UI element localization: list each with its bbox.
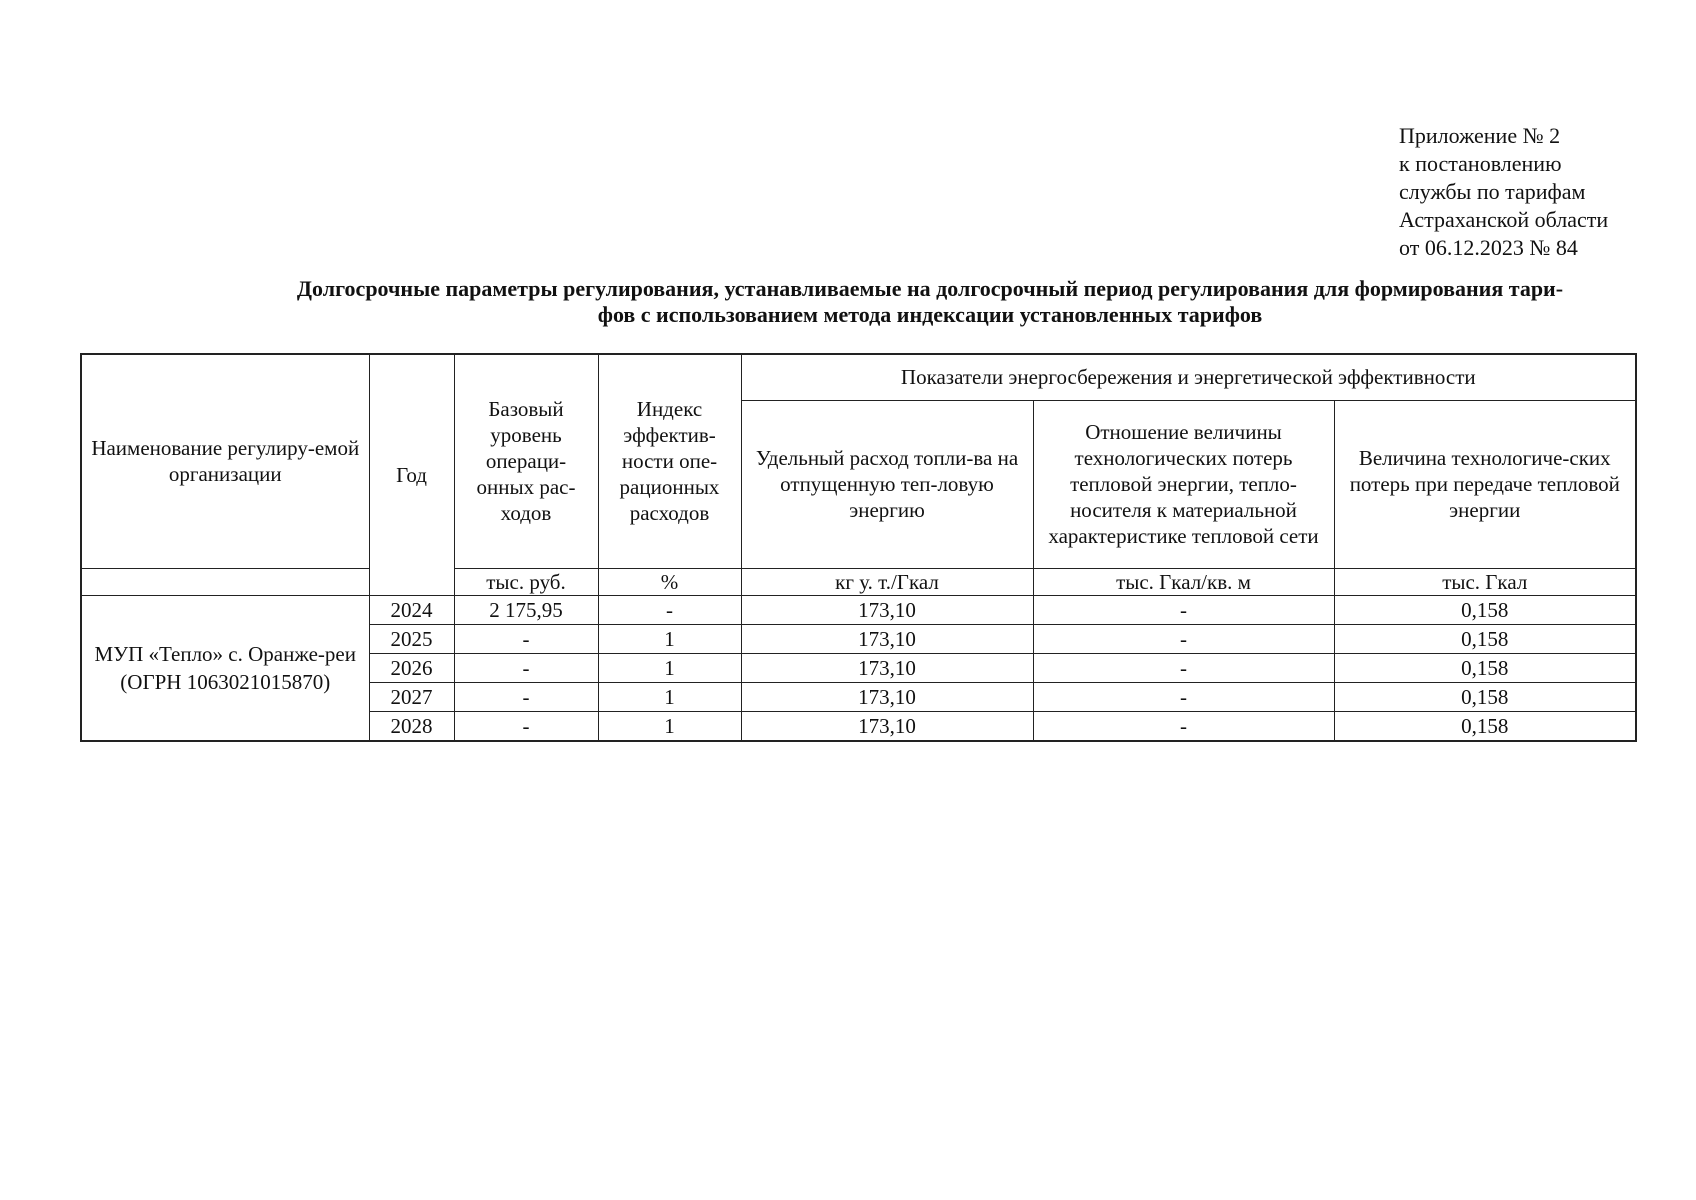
appendix-block: [1399, 122, 1608, 262]
table-row: [81, 595, 1636, 624]
cell-efficiency-index: 1: [598, 653, 741, 682]
cell-year: 2026: [369, 653, 454, 682]
cell-loss-ratio: -: [1033, 624, 1334, 653]
appendix-line: Астраханской области: [1399, 207, 1609, 232]
document-title-line-2: фов с использованием метода индексации установленных тарифов: [597, 302, 1263, 327]
cell-year: 2027: [369, 682, 454, 711]
cell-fuel-consumption: 173,10: [741, 711, 1033, 741]
cell-efficiency-index: 1: [598, 711, 741, 741]
cell-fuel-consumption: 173,10: [741, 682, 1033, 711]
appendix-line: Приложение № 2: [1399, 123, 1561, 148]
unit-fuel-consumption: кг у. т./Гкал: [741, 568, 1033, 595]
parameters-table: [80, 353, 1637, 742]
cell-year: 2025: [369, 624, 454, 653]
cell-tech-losses: 0,158: [1334, 682, 1636, 711]
document-title-line-1: Долгосрочные параметры регулирования, устанавливаемые на долгосрочный период регулирования для формирования тари-: [296, 276, 1564, 301]
cell-base-level: -: [454, 624, 598, 653]
unit-base-level: тыс. руб.: [454, 568, 598, 595]
header-year: Год: [369, 354, 454, 595]
cell-tech-losses: 0,158: [1334, 653, 1636, 682]
document-title: [220, 276, 1640, 328]
appendix-line: к постановлению: [1399, 151, 1562, 176]
header-energy-group: Показатели энергосбережения и энергетической эффективности: [741, 354, 1636, 400]
organization-name: МУП «Тепло» с. Оранже-реи (ОГРН 1063021015870): [81, 595, 369, 741]
cell-loss-ratio: -: [1033, 595, 1334, 624]
header-organization: Наименование регулиру-емой организации: [81, 354, 369, 568]
cell-efficiency-index: -: [598, 595, 741, 624]
cell-loss-ratio: -: [1033, 711, 1334, 741]
cell-fuel-consumption: 173,10: [741, 653, 1033, 682]
header-efficiency-index: Индекс эффектив-ности опе-рационных расходов: [598, 354, 741, 568]
unit-efficiency-index: %: [598, 568, 741, 595]
cell-year: 2028: [369, 711, 454, 741]
cell-loss-ratio: -: [1033, 682, 1334, 711]
unit-loss-ratio: тыс. Гкал/кв. м: [1033, 568, 1334, 595]
cell-fuel-consumption: 173,10: [741, 624, 1033, 653]
cell-tech-losses: 0,158: [1334, 711, 1636, 741]
cell-base-level: -: [454, 711, 598, 741]
cell-fuel-consumption: 173,10: [741, 595, 1033, 624]
appendix-line: службы по тарифам: [1399, 179, 1586, 204]
cell-year: 2024: [369, 595, 454, 624]
cell-base-level: 2 175,95: [454, 595, 598, 624]
cell-base-level: -: [454, 653, 598, 682]
appendix-line: от 06.12.2023 № 84: [1399, 235, 1578, 260]
unit-organization-empty: [81, 568, 369, 595]
cell-loss-ratio: -: [1033, 653, 1334, 682]
header-tech-losses: Величина технологиче-ских потерь при передаче тепловой энергии: [1334, 400, 1636, 568]
header-fuel-consumption: Удельный расход топли-ва на отпущенную теп-ловую энергию: [741, 400, 1033, 568]
header-loss-ratio: Отношение величины технологических потерь тепловой энергии, тепло-носителя к материальной характеристике тепловой сети: [1033, 400, 1334, 568]
cell-efficiency-index: 1: [598, 624, 741, 653]
cell-efficiency-index: 1: [598, 682, 741, 711]
header-base-level: Базовый уровень операци-онных рас-ходов: [454, 354, 598, 568]
unit-tech-losses: тыс. Гкал: [1334, 568, 1636, 595]
cell-tech-losses: 0,158: [1334, 595, 1636, 624]
cell-base-level: -: [454, 682, 598, 711]
cell-tech-losses: 0,158: [1334, 624, 1636, 653]
